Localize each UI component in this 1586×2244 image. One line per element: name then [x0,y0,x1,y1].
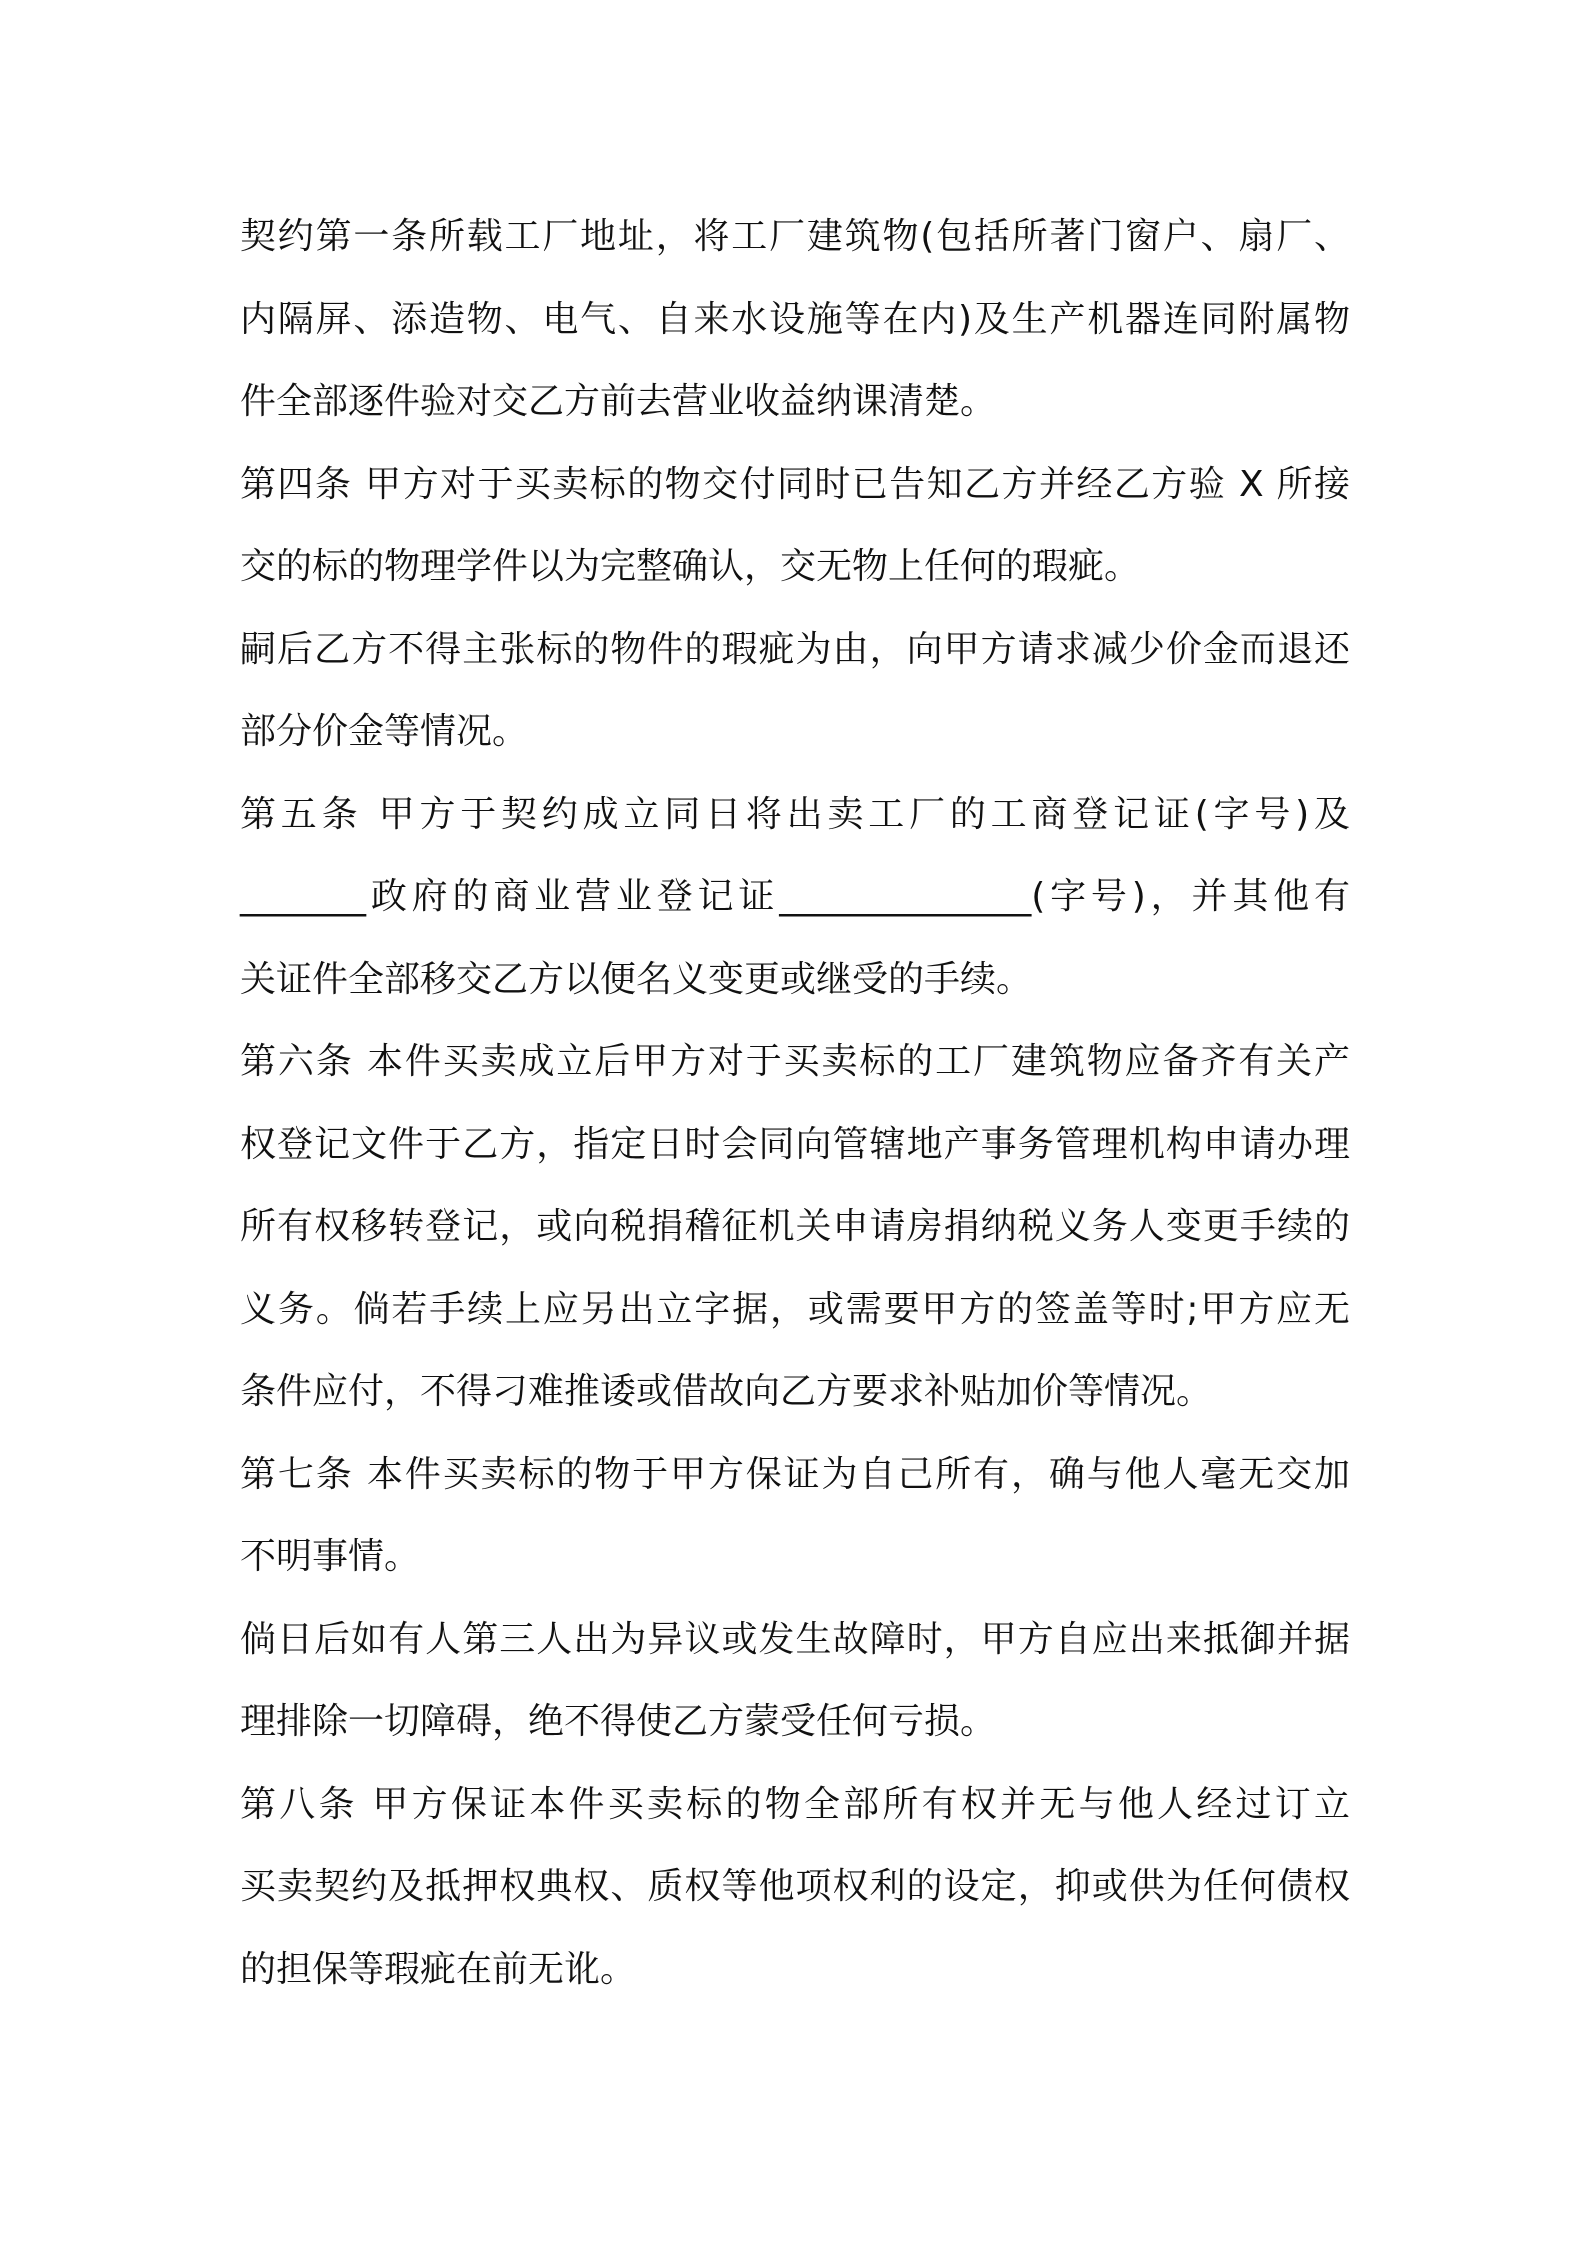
text-line: 权登记文件于乙方，指定日时会同向管辖地产事务管理机构申请办理 [240,1123,1350,1165]
text-line: 买卖契约及抵押权典权、质权等他项权利的设定，抑或供为任何债权 [240,1866,1350,1907]
text-line: 不明事情。 [240,1536,421,1577]
text-line: 所有权移转登记，或向税捐稽征机关申请房捐纳税义务人变更手续的 [240,1206,1350,1247]
text-line: 件全部逐件验对交乙方前去营业收益纳课清楚。 [240,381,997,422]
text-line: _______政府的商业营业登记证______________(字号)，并其他有 [240,876,1350,917]
text-line: 嗣后乙方不得主张标的物件的瑕疵为由，向甲方请求减少价金而退还 [240,628,1350,670]
text-line: 的担保等瑕疵在前无讹。 [240,1948,637,1990]
article-8-line: 第八条 甲方保证本件买卖标的物全部所有权并无与他人经过订立 [240,1783,1350,1825]
text-line: 倘日后如有人第三人出为异议或发生故障时，甲方自应出来抵御并据 [240,1618,1350,1660]
text-line: 条件应付，不得刁难推诿或借故向乙方要求补贴加价等情况。 [240,1371,1213,1412]
article-4-line: 第四条 甲方对于买卖标的物交付同时已告知乙方并经乙方验 X 所接 [240,463,1350,505]
article-7-line: 第七条 本件买卖标的物于甲方保证为自己所有，确与他人毫无交加 [240,1453,1350,1495]
text-line: 理排除一切障碍，绝不得使乙方蒙受任何亏损。 [240,1701,997,1742]
text-line: 关证件全部移交乙方以便名义变更或继受的手续。 [240,958,1033,1000]
text-line: 内隔屏、添造物、电气、自来水设施等在内)及生产机器连同附属物 [240,298,1350,340]
document-body [240,196,1350,2011]
text-line: 交的标的物理学件以为完整确认，交无物上任何的瑕疵。 [240,546,1141,587]
text-line: 部分价金等情况。 [240,711,529,752]
article-5-line: 第五条 甲方于契约成立同日将出卖工厂的工商登记证(字号)及 [240,793,1350,835]
text-line: 契约第一条所载工厂地址，将工厂建筑物(包括所著门窗户、扇厂、 [240,216,1350,257]
article-6-line: 第六条 本件买卖成立后甲方对于买卖标的工厂建筑物应备齐有关产 [240,1041,1350,1082]
text-line: 义务。倘若手续上应另出立字据，或需要甲方的签盖等时;甲方应无 [240,1288,1350,1330]
